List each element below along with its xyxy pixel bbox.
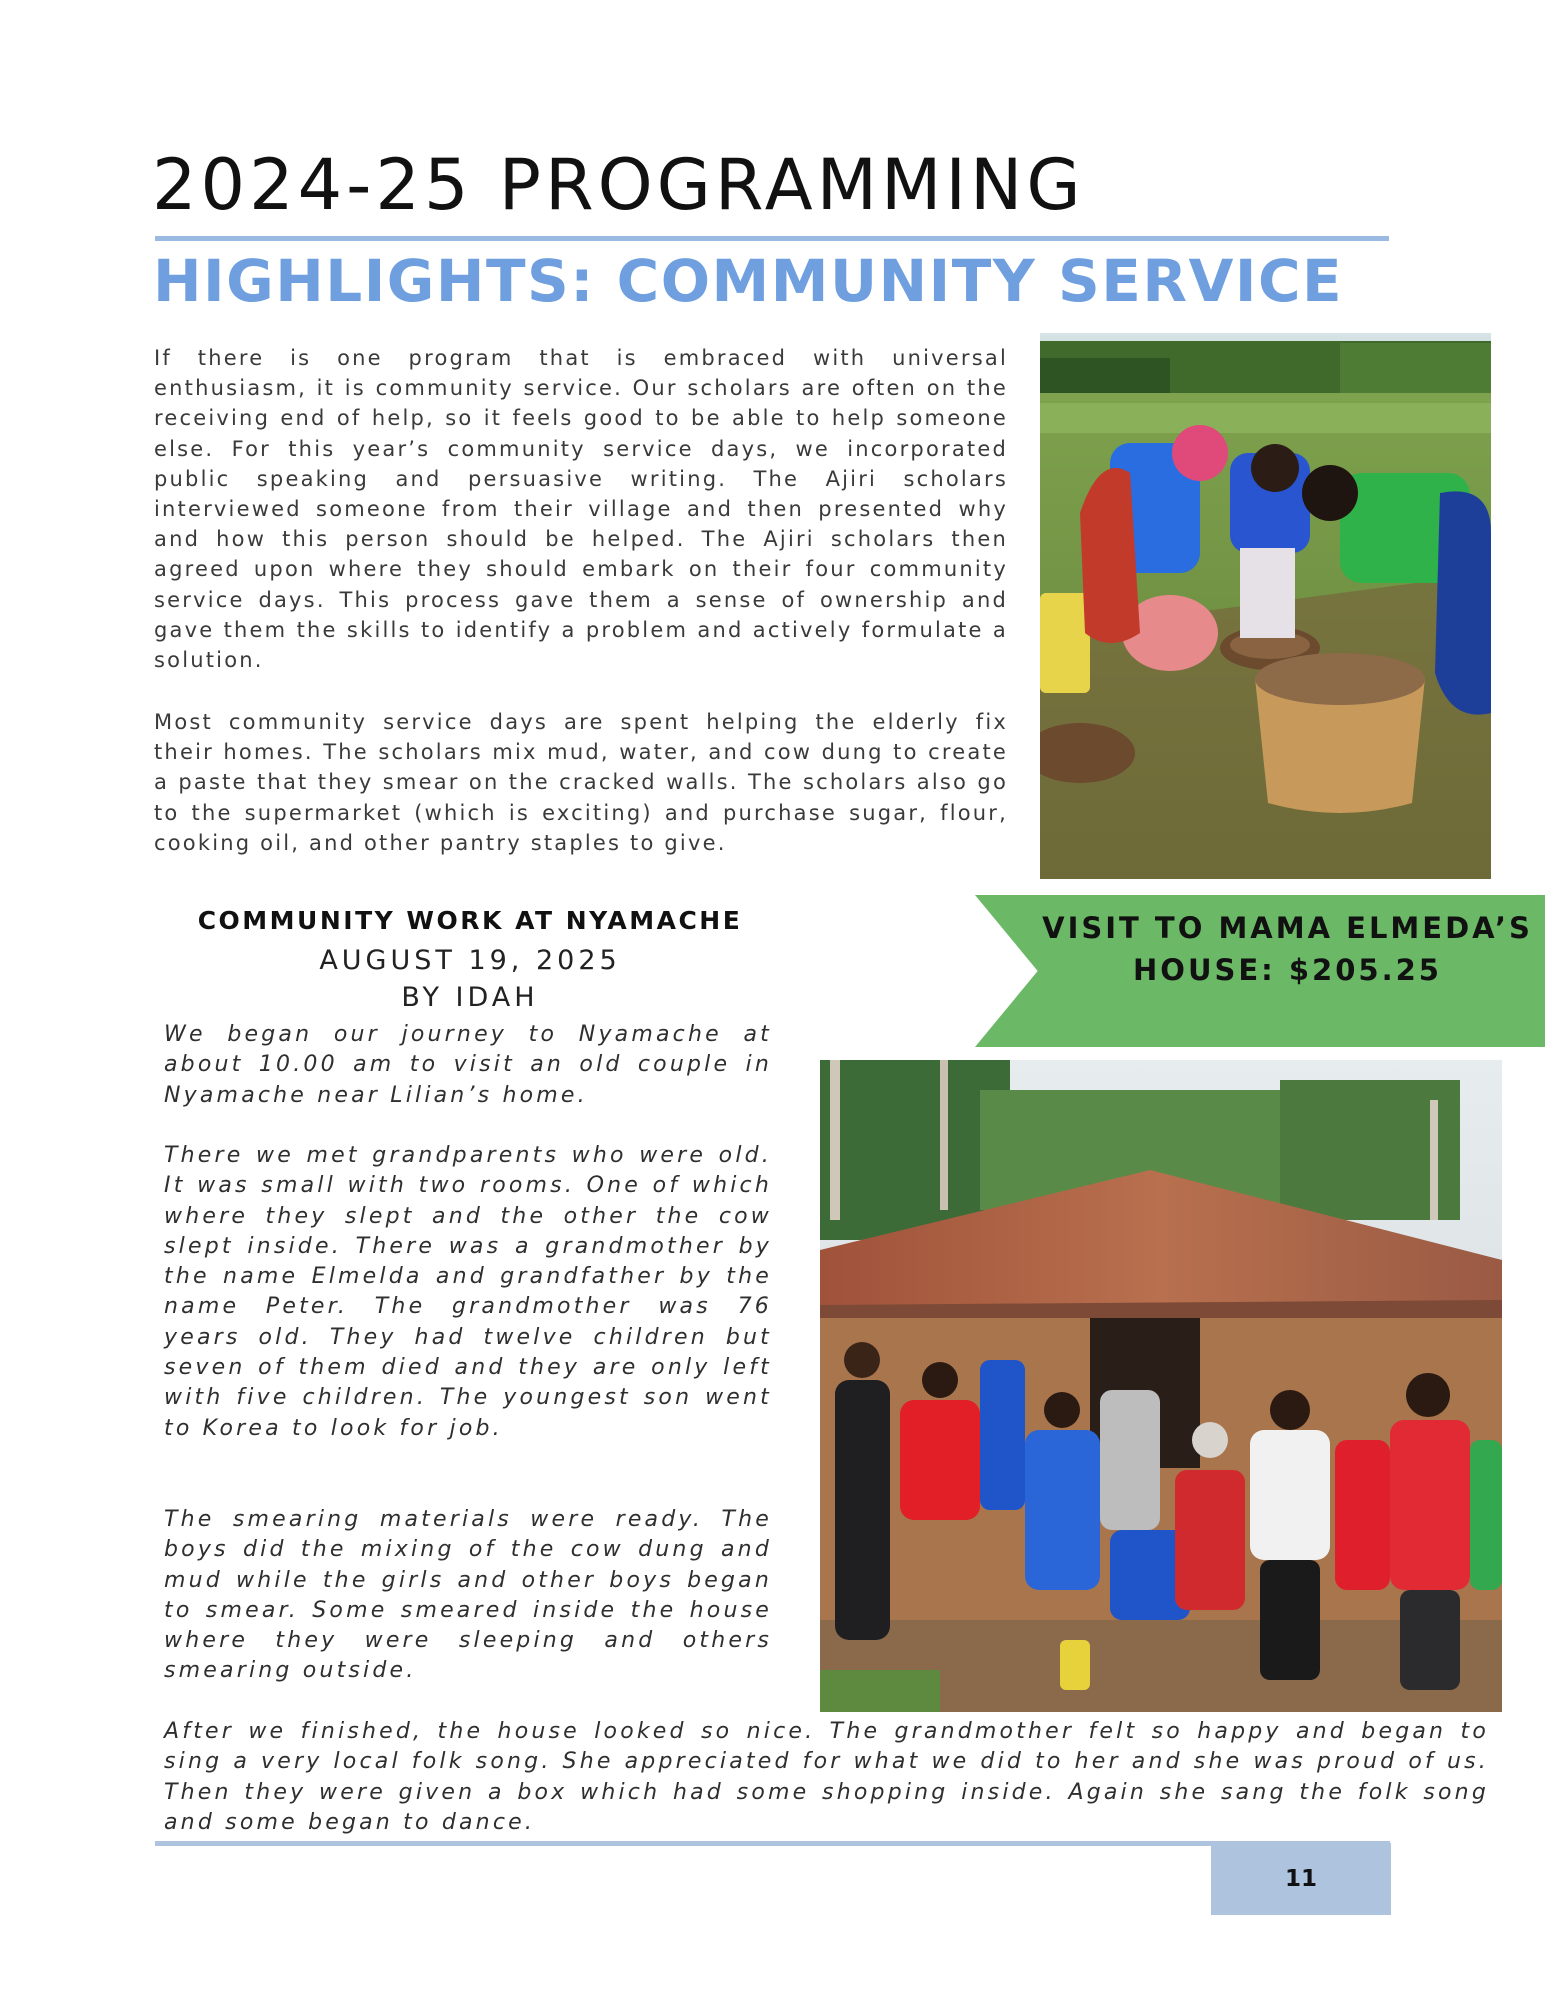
intro-paragraph: If there is one program that is embraced with universal enthusiasm, it is community service. Our scholars are often on the receiving end of help, so it feels good to be able to help someone else. For this year’s community service days, we incorporated public speaking and persuasive writing. The Ajiri scholars interviewed someone from their village and then presented why and how this person should be helped. The Ajiri scholars then agreed upon where they should embark on their four community service days. This process gave them a sense of ownership and gave them the skills to identify a problem and actively formulate a solution. — [154, 346, 1008, 673]
intro-paragraph: Most community service days are spent helping the elderly fix their homes. The scholars mix mud, water, and cow dung to create a paste that they smear on the cracked walls. The scholars also go to the supermarket (which is exciting) and purchase sugar, flour, cooking oil, and other pantry staples to give. — [154, 710, 1008, 855]
title-divider — [155, 236, 1389, 241]
page-number: 11 — [1284, 1866, 1317, 1892]
story-title: COMMUNITY WORK AT NYAMACHE — [197, 906, 743, 935]
story-paragraph: We began our journey to Nyamache at about 10.00 am to visit an old couple in Nyamache near Lilian’s home. — [164, 1022, 772, 1108]
photo-group-at-house — [820, 1060, 1502, 1712]
donation-banner — [975, 895, 1545, 1047]
story-date: AUGUST 19, 2025 — [319, 945, 621, 976]
photo-scholars-mixing-mud — [1040, 333, 1491, 879]
story-paragraph: The smearing materials were ready. The boys did the mixing of the cow dung and mud while the girls and other boys began to smear. Some smeared inside the house where they were sleeping and others smearing outside. — [164, 1507, 772, 1684]
page-title: 2024-25 PROGRAMMING — [152, 144, 1085, 226]
banner-text: VISIT TO MAMA ELMEDA’S HOUSE: $205.25 — [1042, 911, 1533, 987]
page-number-box — [1211, 1843, 1391, 1915]
story-author: BY IDAH — [401, 982, 539, 1013]
story-paragraph: There we met grandparents who were old. It was small with two rooms. One of which where they slept and the other the cow slept inside. There was a grandmother by the name Elmelda and grandfather by the name Peter. The grandmother was 76 years old. They had twelve children but seven of them died and they are only left with five children. The youngest son went to Korea to look for job. — [164, 1143, 772, 1441]
story-paragraph: After we finished, the house looked so nice. The grandmother felt so happy and began to sing a very local folk song. She appreciated for what we did to her and she was proud of us. Then they were given a box which had some shopping inside. Again she sang the folk song and some began to dance. — [164, 1719, 1489, 1835]
section-subtitle: HIGHLIGHTS: COMMUNITY SERVICE — [153, 247, 1344, 315]
footer-divider — [155, 1841, 1390, 1846]
